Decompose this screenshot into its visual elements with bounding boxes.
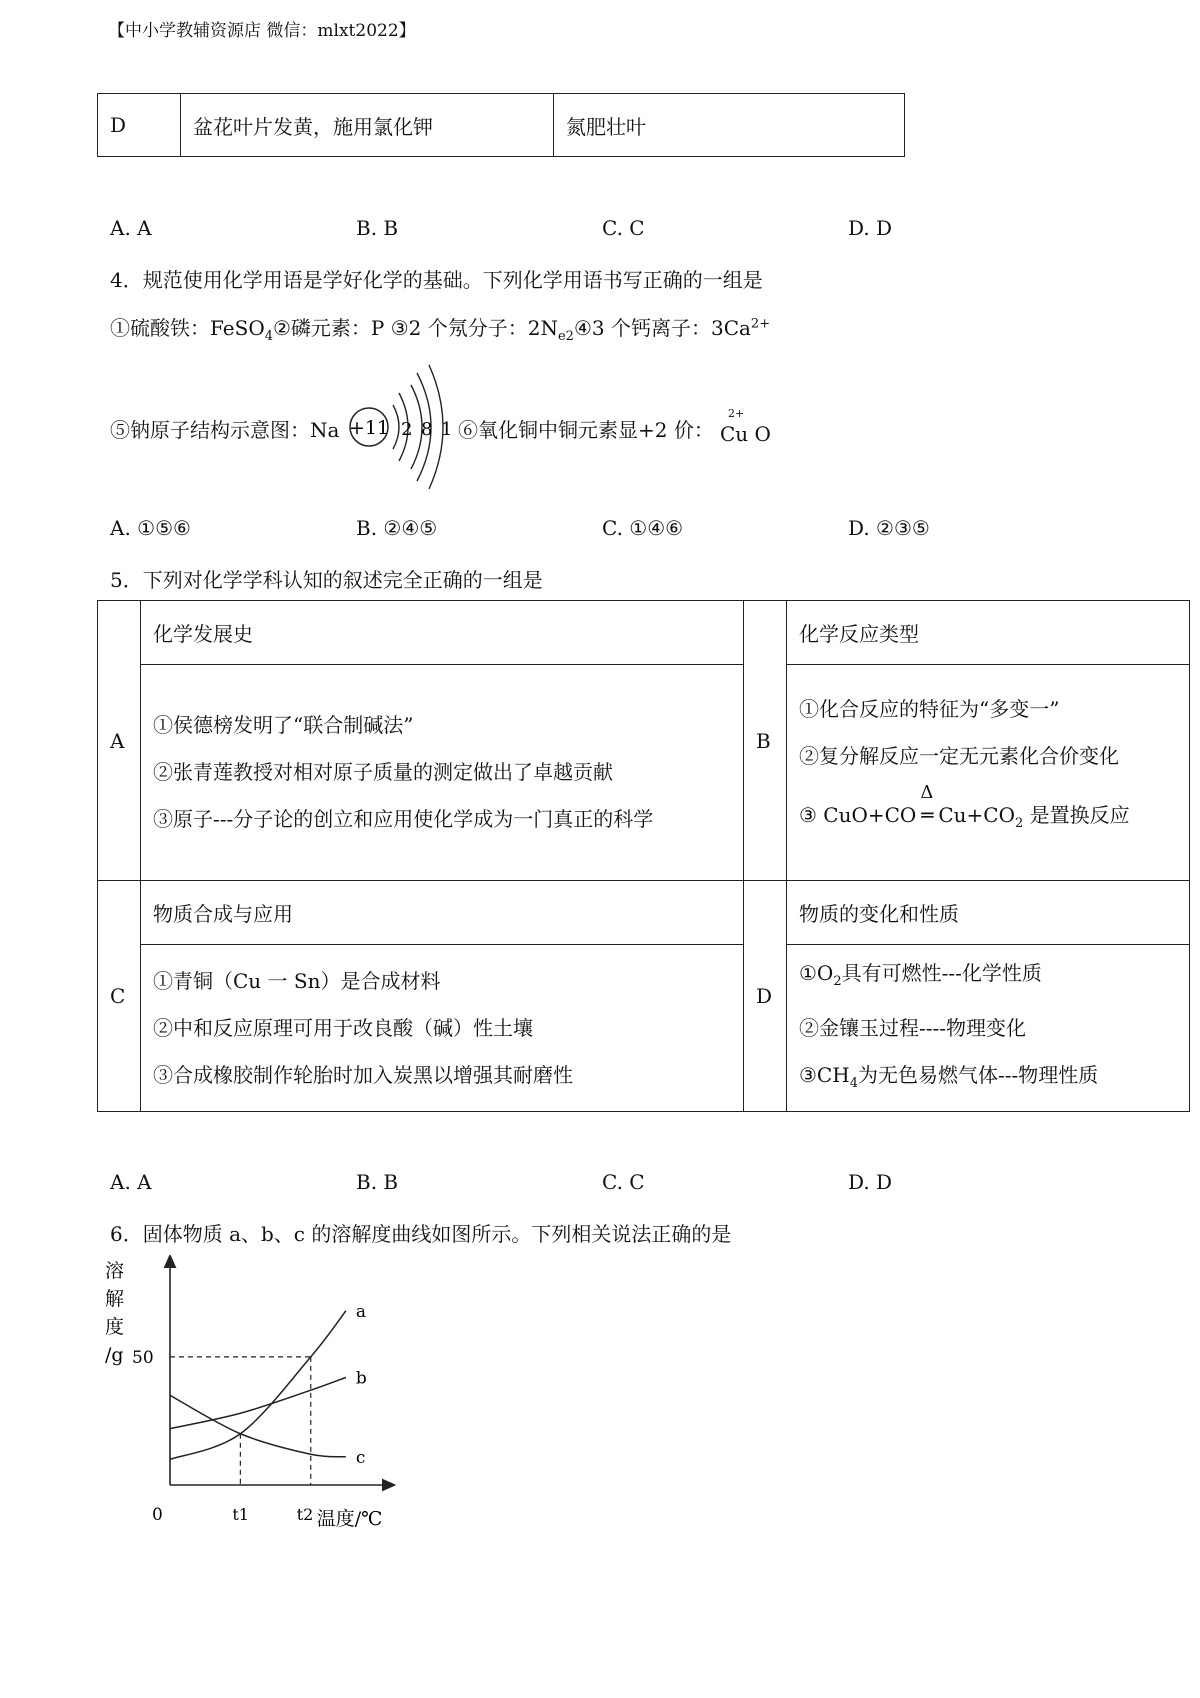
chart-labels	[105, 1260, 382, 1530]
d-item-3-pre: ③CH	[799, 1062, 850, 1087]
q4-item1: ①硫酸铁：FeSO	[110, 316, 265, 340]
q5-option-d[interactable]: D. D	[848, 1170, 893, 1194]
q4-stem: 4．规范使用化学用语是学好化学的基础。下列化学用语书写正确的一组是	[110, 268, 763, 292]
cell-body-d	[787, 945, 1190, 1112]
cell-title-c: 物质合成与应用	[141, 881, 744, 945]
cell-title-d: 物质的变化和性质	[787, 881, 1190, 945]
shell-electrons-3: 1	[441, 419, 453, 440]
chart-curves	[170, 1311, 346, 1460]
b-item-3-products: Cu+CO	[938, 803, 1015, 827]
cuo-formula: Cu O	[720, 422, 771, 446]
curve-b	[170, 1377, 346, 1428]
cell-letter-c: C	[98, 881, 141, 1112]
shell-electrons-2: 8	[421, 419, 433, 440]
c-item-2: ②中和反应原理可用于改良酸（碱）性土壤	[153, 1015, 533, 1040]
q4-option-d[interactable]: D. ②③⑤	[848, 516, 930, 540]
table-row	[98, 881, 1190, 945]
shell-arc-1	[393, 405, 399, 449]
q5-option-b[interactable]: B. B	[356, 1170, 399, 1194]
series-label-b: b	[355, 1368, 367, 1389]
b-item-2: ②复分解反应一定无元素化合价变化	[799, 744, 1119, 768]
cell-body-c	[141, 945, 744, 1112]
q6-stem: 6．固体物质 a、b、c 的溶解度曲线如图所示。下列相关说法正确的是	[110, 1222, 732, 1246]
d-item-3	[799, 1052, 1189, 1107]
y-axis-label-0: 溶	[105, 1260, 125, 1282]
page-header: 【中小学教辅资源店 微信：mlxt2022】	[108, 21, 416, 41]
row-col2: 盆花叶片发黄，施用氯化钾	[181, 94, 554, 157]
cell-letter-b: B	[744, 601, 787, 881]
q4-option-a[interactable]: A. ①⑤⑥	[110, 516, 191, 540]
table-row	[98, 94, 905, 157]
reaction-condition: Δ ═	[916, 780, 938, 850]
c-item-1: ①青铜（Cu 一 Sn）是合成材料	[153, 968, 441, 993]
q5-table	[97, 600, 1190, 1112]
table-row	[98, 945, 1190, 1112]
q5-stem: 5．下列对化学学科认知的叙述完全正确的一组是	[110, 568, 543, 592]
d-item-1	[799, 950, 1189, 1005]
b-item-3-sub: 2	[1014, 816, 1024, 831]
d-item-1-pre: ①O	[799, 960, 834, 985]
q4-item6-label: ⑥氧化铜中铜元素显+2 价：	[458, 418, 714, 442]
chart-guides	[170, 1357, 311, 1485]
series-label-a: a	[355, 1301, 367, 1322]
row-letter: D	[98, 94, 181, 157]
a-item-3: ③原子---分子论的创立和应用使化学成为一门真正的科学	[153, 807, 654, 831]
q5-option-a[interactable]: A. A	[110, 1170, 152, 1194]
d-item-2: ②金镶玉过程----物理变化	[799, 1015, 1027, 1040]
q4-option-b[interactable]: B. ②④⑤	[356, 516, 438, 540]
q4-item1-sub: 4	[264, 329, 273, 344]
q3-option-b[interactable]: B. B	[356, 216, 399, 240]
curve-a	[170, 1311, 346, 1460]
q4-item4: ④3 个钙离子：3Ca	[573, 316, 751, 340]
cell-title-a: 化学发展史	[141, 601, 744, 665]
b-item-3	[799, 780, 1189, 859]
q4-item2-3: ②磷元素：P ③2 个氖分子：2N	[273, 316, 558, 340]
d-item-3-sub: 4	[849, 1075, 858, 1091]
table-row	[98, 665, 1190, 881]
y-axis-label-1: 解	[105, 1288, 125, 1310]
q5-option-c[interactable]: C. C	[602, 1170, 645, 1194]
x-tick-t1: t1	[232, 1505, 249, 1524]
cell-body-b	[787, 665, 1190, 881]
cell-letter-d: D	[744, 881, 787, 1112]
sodium-atom-diagram	[345, 355, 455, 495]
origin-label: 0	[152, 1505, 163, 1525]
x-axis-label: 温度/℃	[316, 1508, 383, 1530]
q4-item4-sup: 2+	[750, 316, 771, 332]
b-item-1: ①化合反应的特征为“多变一”	[799, 697, 1060, 721]
d-item-1-post: 具有可燃性---化学性质	[841, 960, 1042, 985]
nucleus-charge: +11	[348, 417, 390, 439]
cell-title-b: 化学反应类型	[787, 601, 1190, 665]
row-col3: 氮肥壮叶	[554, 94, 905, 157]
q4-option-c[interactable]: C. ①④⑥	[602, 516, 684, 540]
q4-item3-sub: e2	[557, 329, 574, 344]
a-item-1: ①侯德榜发明了“联合制碱法”	[153, 713, 414, 737]
q4-item5-label: ⑤钠原子结构示意图：Na	[110, 418, 340, 442]
y-tick-50: 50	[132, 1347, 154, 1368]
shell-electrons-1: 2	[401, 419, 413, 440]
cu-valence: 2+	[728, 407, 745, 420]
x-tick-t2: t2	[296, 1505, 314, 1524]
a-item-2: ②张青莲教授对相对原子质量的测定做出了卓越贡献	[153, 760, 613, 784]
q3-option-c[interactable]: C. C	[602, 216, 645, 240]
b-item-3-post: 是置换反应	[1023, 803, 1130, 827]
heat-symbol: Δ	[920, 782, 934, 803]
cell-letter-a: A	[98, 601, 141, 881]
y-axis-label-2: 度	[105, 1316, 125, 1338]
q4-line1	[110, 312, 770, 344]
series-label-c: c	[355, 1447, 366, 1468]
d-item-3-post: 为无色易燃气体---物理性质	[857, 1062, 1099, 1087]
curve-c	[170, 1395, 346, 1457]
q3-option-d[interactable]: D. D	[848, 216, 893, 240]
cell-body-a	[141, 665, 744, 881]
c-item-3: ③合成橡胶制作轮胎时加入炭黑以增强其耐磨性	[153, 1062, 573, 1087]
b-item-3-reactants: ③ CuO+CO	[799, 803, 917, 827]
table-row	[98, 601, 1190, 665]
solubility-chart	[100, 1255, 420, 1530]
q3-table	[97, 93, 905, 157]
q3-option-a[interactable]: A. A	[110, 216, 152, 240]
d-item-1-sub: 2	[833, 973, 842, 989]
y-axis-label-3: /g	[105, 1344, 124, 1366]
